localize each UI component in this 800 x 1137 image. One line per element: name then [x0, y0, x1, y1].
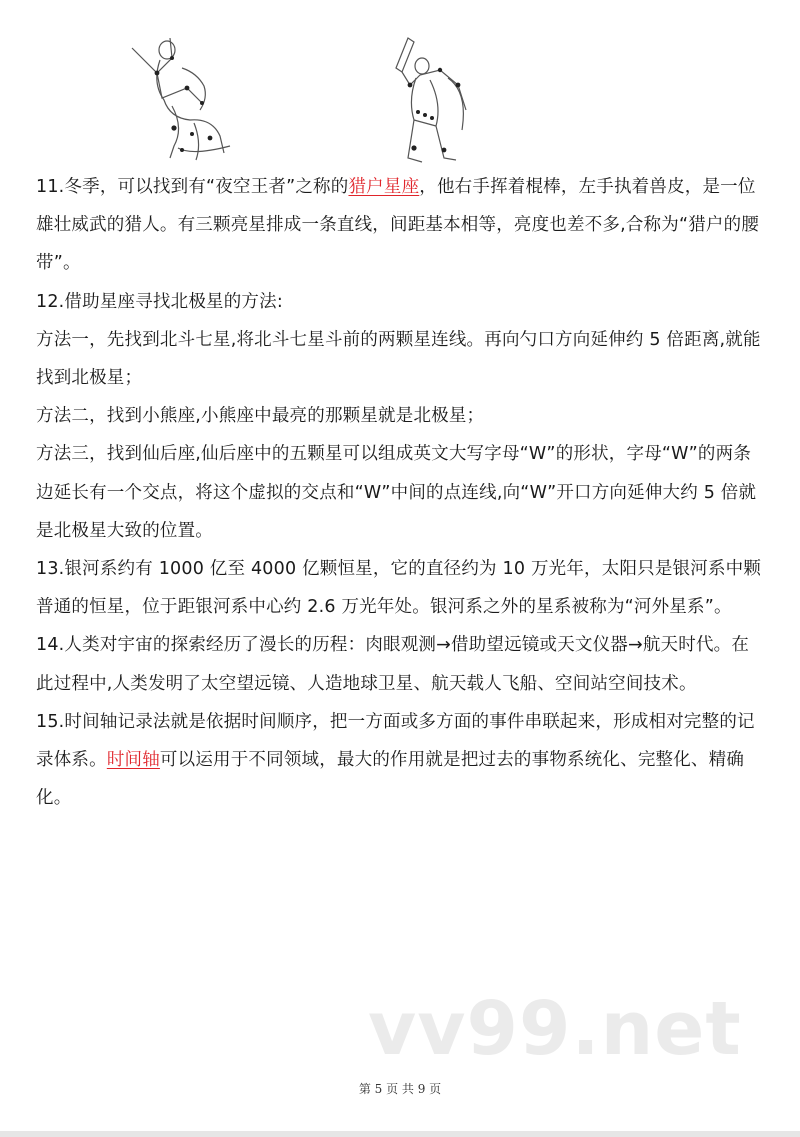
text-content: [36, 168, 766, 817]
item-15: 15.时间轴记录法就是依据时间顺序，把一方面或多方面的事件串联起来，形成相对完整的记录体系。时间轴可以运用于不同领域，最大的作用就是把过去的事物系统化、完整化、精确化。: [36, 711, 755, 809]
item-12-method-3: 方法三，找到仙后座,仙后座中的五颗星可以组成英文大写字母“W”的形状，字母“W”的两条边延长有一个交点，将这个虚拟的交点和“W”中间的点连线,向“W”开口方向延伸大约 5 倍就是北极星大致的位置。: [36, 444, 757, 541]
item-14: 14.人类对宇宙的探索经历了漫长的历程：肉眼观测→借助望远镜或天文仪器→航天时代。在此过程中,人类发明了太空望远镜、人造地球卫星、航天载人飞船、空间站空间技术。: [36, 635, 750, 694]
item-12-title: 12.借助星座寻找北极星的方法:: [36, 291, 283, 312]
watermark: vv99.net: [368, 986, 742, 1072]
bottom-divider: [0, 1131, 800, 1137]
centaur-constellation-figure: [112, 28, 242, 168]
item-12-method-2: 方法二，找到小熊座,小熊座中最亮的那颗星就是北极星；: [36, 406, 485, 427]
highlight-orion: 猎户星座: [348, 177, 420, 197]
item-12-method-1: 方法一，先找到北斗七星,将北斗七星斗前的两颗星连线。再向勺口方向延伸约 5 倍距离,就能找到北极星；: [36, 329, 761, 389]
item-11: 11.冬季，可以找到有“夜空王者”之称的猎户星座，他右手挥着棍棒，左手执着兽皮，是一位雄壮威武的猎人。有三颗亮星排成一条直线，间距基本相等，亮度也差不多,合称为“猎户的腰带”。: [36, 177, 760, 274]
highlight-timeline: 时间轴: [106, 750, 160, 771]
orion-constellation-figure: [378, 30, 478, 170]
item-13: 13.银河系约有 1000 亿至 4000 亿颗恒星，它的直径约为 10 万光年，太阳只是银河系中颗普通的恒星，位于距银河系中心约 2.6 万光年处。银河系之外的星系被称为“河外星系”。: [36, 559, 762, 618]
page-number: 第 5 页 共 9 页: [358, 1082, 442, 1096]
